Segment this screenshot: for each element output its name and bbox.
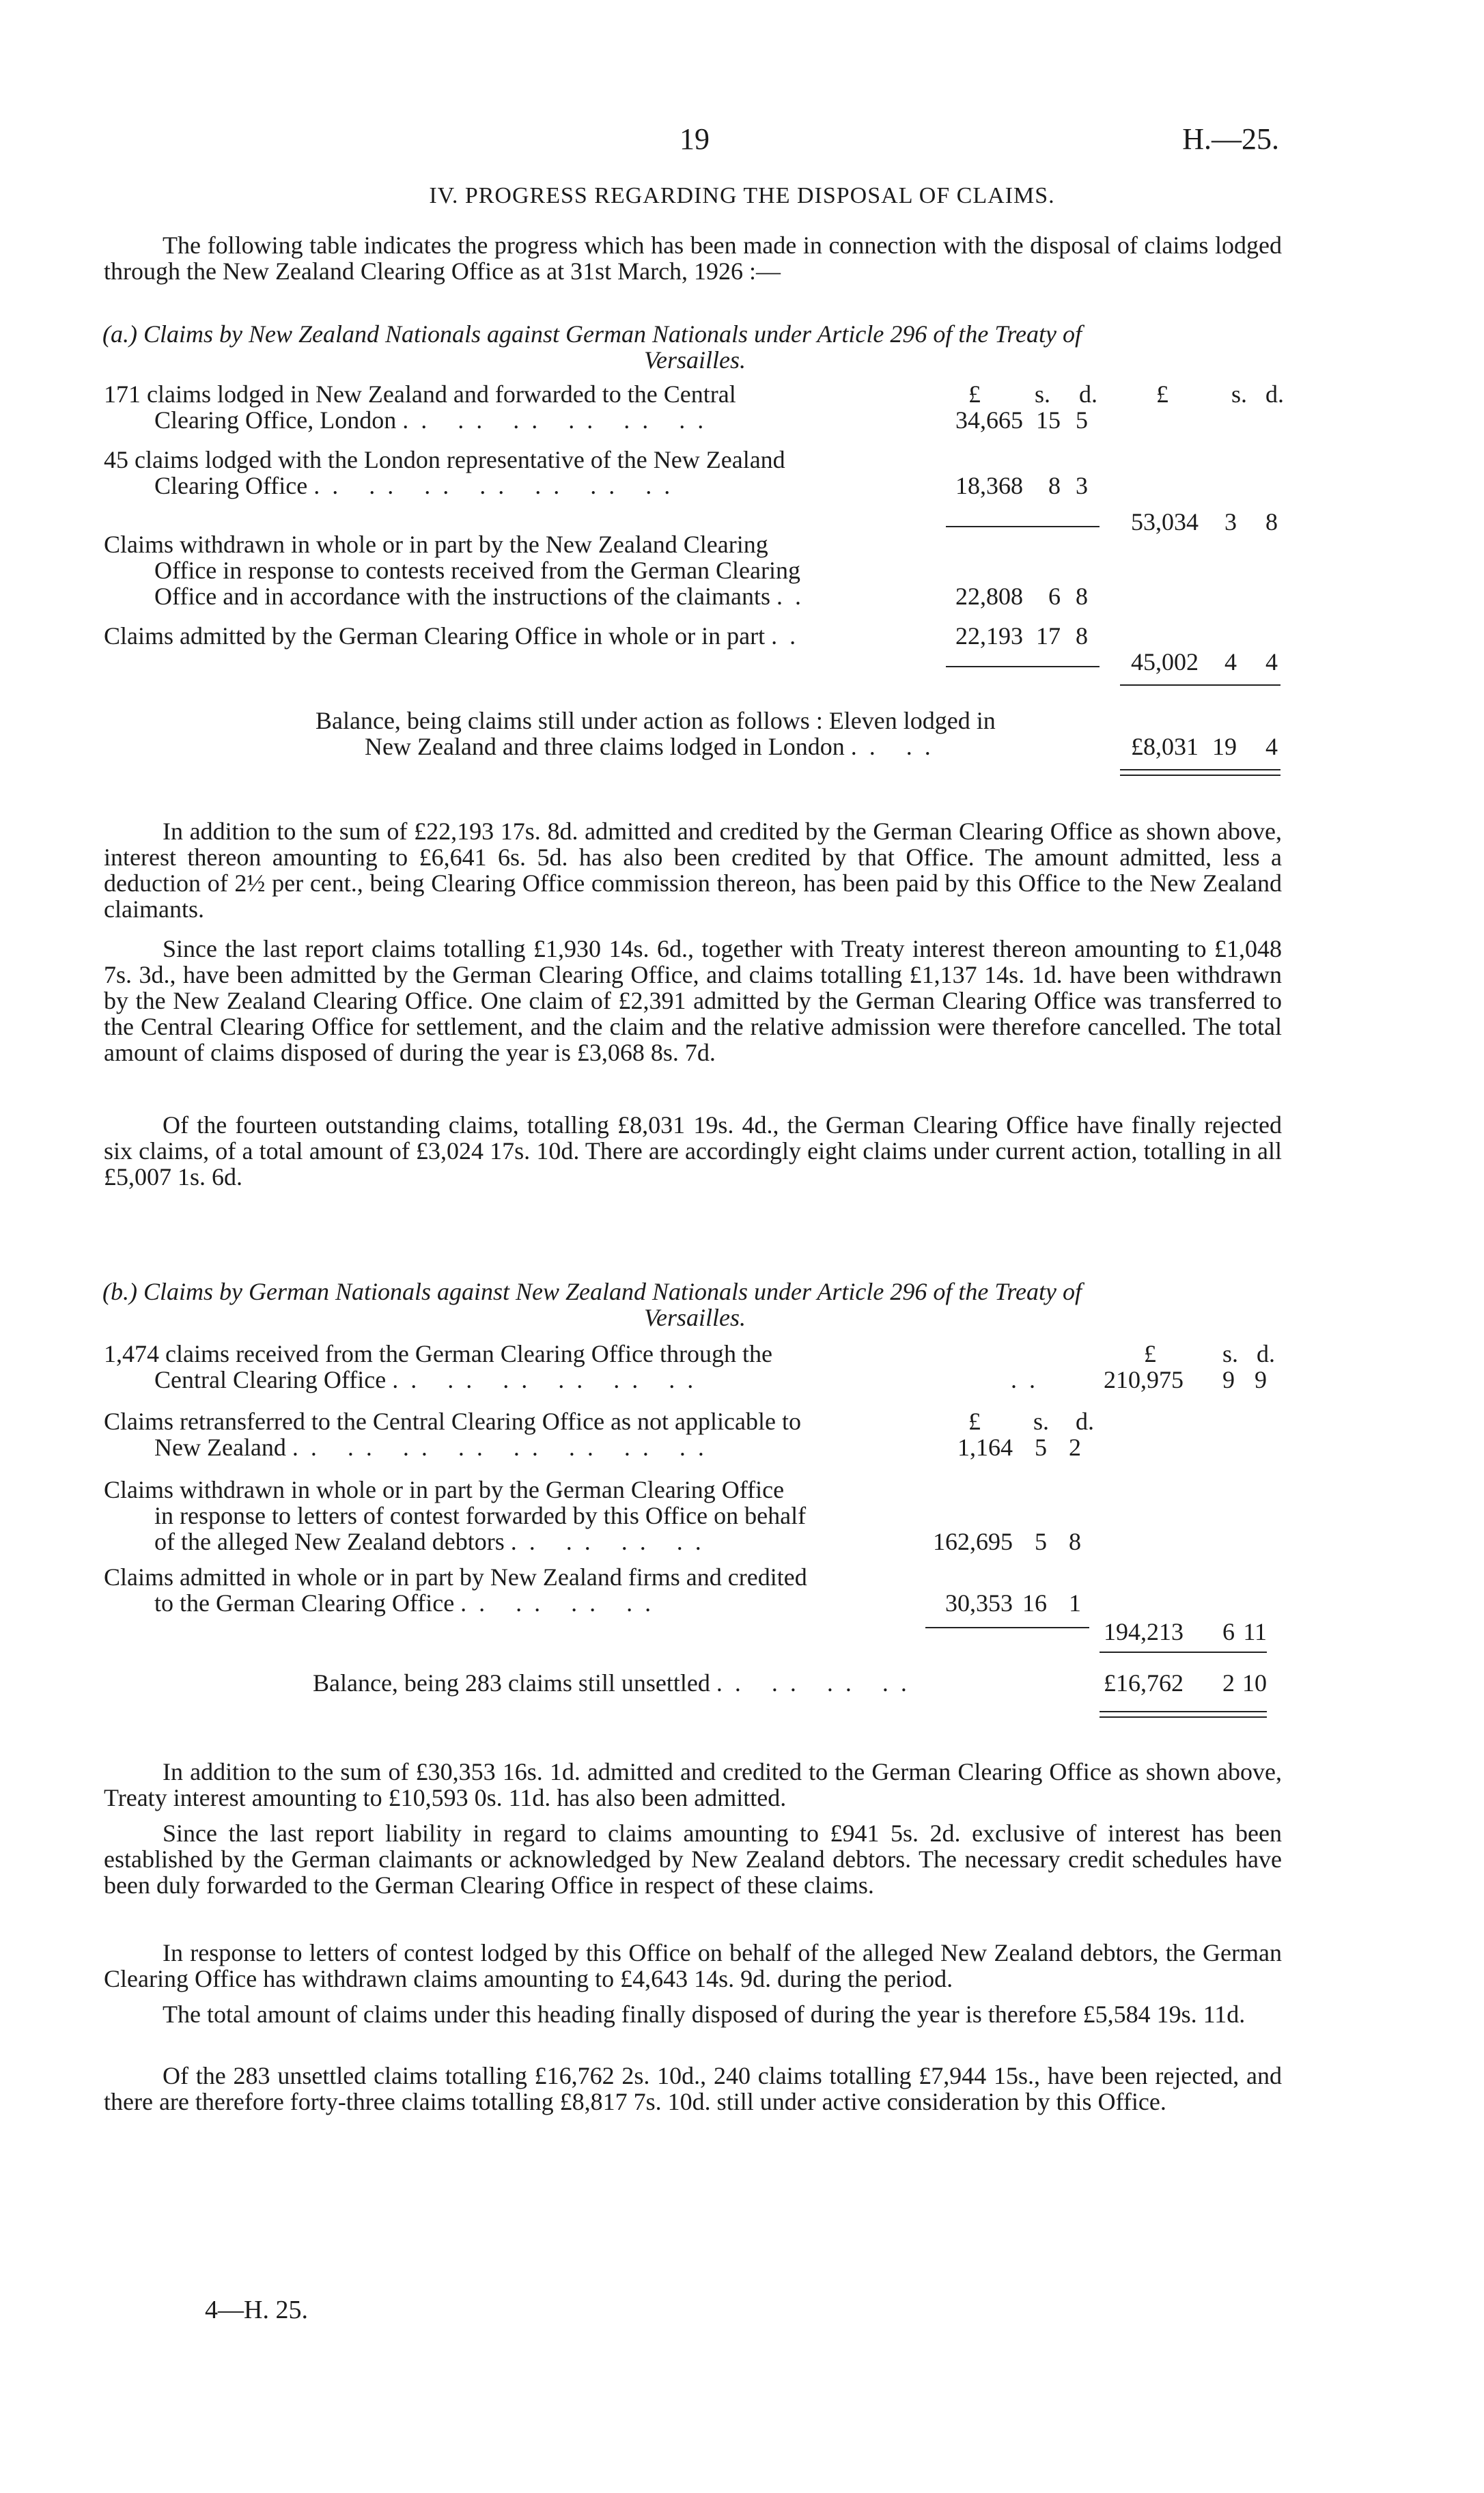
table-b-row: Claims withdrawn in whole or in part by the German Clearing Office in response to letters of contest forwarded by this Office on behalf of the alleged New Zealand debtors .. .. .. .. bbox=[104, 1476, 807, 1555]
body-paragraph: The total amount of claims under this heading finally disposed of during the year is therefore £5,584 19s. 11d. bbox=[163, 2001, 1246, 2028]
subtotal-pounds: 53,034 bbox=[1131, 508, 1199, 535]
amount-shillings: 6 bbox=[1048, 583, 1061, 610]
balance-pence: 4 bbox=[1265, 733, 1278, 760]
amount-pence: 8 bbox=[1076, 622, 1088, 650]
body-paragraph: Of the 283 unsettled claims totalling £16,762 2s. 10d., 240 claims totalling £7,944 15s., have been rejected, and there are therefore forty-three claims totalling £8,817 7s. 10d. still under active consideration by this Office. bbox=[104, 2062, 1282, 2115]
double-rule bbox=[1120, 769, 1280, 776]
rule-line bbox=[1120, 684, 1280, 686]
amount-pence: 9 bbox=[1255, 1366, 1267, 1393]
amount-pounds: 22,193 bbox=[955, 622, 1023, 650]
table-a-heading: (a.) Claims by New Zealand Nationals against German Nationals under Article 296 of the Treaty of Versailles. bbox=[102, 320, 1082, 374]
amount-pounds: 30,353 bbox=[945, 1589, 1013, 1617]
col-header-shillings: s. bbox=[1222, 1340, 1239, 1367]
col-header-pence: d. bbox=[1257, 1340, 1275, 1367]
col-header-pound: £ bbox=[1144, 1340, 1156, 1367]
table-a-row: Claims withdrawn in whole or in part by the New Zealand Clearing Office in response to contests received from the German Clearing Office and in accordance with the instructions of the claimants .. bbox=[104, 531, 814, 610]
col-header-shillings: s. bbox=[1231, 380, 1248, 408]
subtotal-shillings: 4 bbox=[1224, 648, 1237, 676]
amount-shillings: 16 bbox=[1022, 1589, 1047, 1617]
col-header-pence: d. bbox=[1076, 1408, 1094, 1435]
amount-shillings: 17 bbox=[1036, 622, 1061, 650]
subtotal-pence: 11 bbox=[1243, 1618, 1267, 1645]
subtotal-pence: 4 bbox=[1265, 648, 1278, 676]
rule-line bbox=[925, 1627, 1089, 1628]
amount-pence: 5 bbox=[1076, 406, 1088, 434]
table-a-row: Claims admitted by the German Clearing Office in whole or in part .. bbox=[104, 622, 809, 650]
balance-pence: 10 bbox=[1242, 1669, 1267, 1697]
col-header-pence: d. bbox=[1265, 380, 1284, 408]
col-header-pence: d. bbox=[1079, 380, 1097, 408]
rule-line bbox=[946, 666, 1100, 667]
table-a-row: 45 claims lodged with the London representative of the New Zealand Clearing Office .. .. .. .. .. .. .. bbox=[104, 446, 785, 499]
col-header-pound: £ bbox=[968, 1408, 981, 1435]
col-header-pound: £ bbox=[1156, 380, 1168, 408]
subtotal-shillings: 3 bbox=[1224, 508, 1237, 535]
amount-shillings: 9 bbox=[1222, 1366, 1235, 1393]
section-title: IV. PROGRESS REGARDING THE DISPOSAL OF CLAIMS. bbox=[429, 183, 1055, 208]
body-paragraph: In addition to the sum of £30,353 16s. 1d. admitted and credited to the German Clearing Office as shown above, Treaty interest amounting to £10,593 0s. 11d. has also been admitted. bbox=[104, 1758, 1282, 1811]
document-reference: H.—25. bbox=[1182, 122, 1279, 156]
subtotal-shillings: 6 bbox=[1222, 1618, 1235, 1645]
body-paragraph: Since the last report claims totalling £1,930 14s. 6d., together with Treaty interest thereon amounting to £1,048 7s. 3d., have been admitted by the German Clearing Office, and claims totalling £1,137 14s. 1d. have been withdrawn by the New Zealand Clearing Office. One claim of £2,391 admitted by the German Clearing Office was transferred to the Central Clearing Office for settlement, and the claim and the relative admission were therefore cancelled. The total amount of claims disposed of during the year is £3,068 8s. 7d. bbox=[104, 935, 1282, 1066]
amount-pence: 2 bbox=[1069, 1434, 1081, 1461]
col-header-shillings: s. bbox=[1035, 380, 1051, 408]
balance-pounds: £8,031 bbox=[1131, 733, 1199, 760]
rule-line bbox=[1100, 1652, 1267, 1653]
amount-pence: 1 bbox=[1069, 1589, 1081, 1617]
body-paragraph: Of the fourteen outstanding claims, totalling £8,031 19s. 4d., the German Clearing Office have finally rejected six claims, of a total amount of £3,024 17s. 10d. There are accordingly eight claims under current action, totalling in all £5,007 1s. 6d. bbox=[104, 1111, 1282, 1190]
balance-line: Balance, being 283 claims still unsettled .. .. .. .. bbox=[313, 1669, 919, 1697]
balance-pounds: £16,762 bbox=[1104, 1669, 1184, 1697]
amount-pence: 3 bbox=[1076, 472, 1088, 499]
table-b-heading: (b.) Claims by German Nationals against New Zealand Nationals under Article 296 of the Treaty of Versailles. bbox=[102, 1278, 1082, 1331]
amount-pounds: 22,808 bbox=[955, 583, 1023, 610]
body-paragraph: Since the last report liability in regard to claims amounting to £941 5s. 2d. exclusive of interest has been established by the German claimants or acknowledged by New Zealand debtors. The necessary credit schedules have been duly forwarded to the German Clearing Office in respect of these claims. bbox=[104, 1820, 1282, 1899]
amount-pence: 8 bbox=[1076, 583, 1088, 610]
amount-pounds: 18,368 bbox=[955, 472, 1023, 499]
body-paragraph: In response to letters of contest lodged by this Office on behalf of the alleged New Zealand debtors, the German Clearing Office has withdrawn claims amounting to £4,643 14s. 9d. during the period. bbox=[104, 1939, 1282, 1992]
amount-shillings: 15 bbox=[1036, 406, 1061, 434]
table-b-row: Claims admitted in whole or in part by New Zealand firms and credited to the German Clearing Office .. .. .. .. bbox=[104, 1563, 807, 1617]
amount-shillings: 5 bbox=[1035, 1434, 1047, 1461]
amount-pence: 8 bbox=[1069, 1528, 1081, 1555]
amount-pounds: 162,695 bbox=[933, 1528, 1013, 1555]
amount-pounds: 210,975 bbox=[1104, 1366, 1184, 1393]
page-number: 19 bbox=[680, 122, 710, 156]
amount-shillings: 5 bbox=[1035, 1528, 1047, 1555]
subtotal-pounds: 194,213 bbox=[1104, 1618, 1184, 1645]
balance-shillings: 2 bbox=[1222, 1669, 1235, 1697]
table-b-row: Claims retransferred to the Central Clearing Office as not applicable to New Zealand .. .. .. .. .. .. .. .. bbox=[104, 1408, 801, 1461]
amount-pounds: 34,665 bbox=[955, 406, 1023, 434]
table-b-row: 1,474 claims received from the German Clearing Office through the Central Clearing Office .. .. .. .. .. .. bbox=[104, 1340, 772, 1393]
body-paragraph: In addition to the sum of £22,193 17s. 8d. admitted and credited by the German Clearing Office as shown above, interest thereon amounting to £6,641 6s. 5d. has also been credited by that Office. The amount admitted, less a deduction of 2½ per cent., being Clearing Office commission thereon, has been paid by this Office to the New Zealand claimants. bbox=[104, 818, 1282, 923]
rule-line bbox=[946, 526, 1100, 527]
subtotal-pounds: 45,002 bbox=[1131, 648, 1199, 676]
intro-paragraph: The following table indicates the progress which has been made in connection with the disposal of claims lodged through the New Zealand Clearing Office as at 31st March, 1926 :— bbox=[104, 232, 1282, 285]
double-rule bbox=[1100, 1711, 1267, 1718]
balance-shillings: 19 bbox=[1212, 733, 1237, 760]
amount-pounds: 1,164 bbox=[957, 1434, 1013, 1461]
footer-reference: 4—H. 25. bbox=[205, 2296, 308, 2324]
amount-shillings: 8 bbox=[1048, 472, 1061, 499]
table-a-row: 171 claims lodged in New Zealand and forwarded to the Central Clearing Office, London .. .. .. .. .. .. bbox=[104, 380, 736, 434]
col-header-shillings: s. bbox=[1033, 1408, 1050, 1435]
balance-line: Balance, being claims still under action as follows : Eleven lodged in bbox=[316, 707, 996, 734]
leader-dots: .. bbox=[1011, 1366, 1048, 1393]
balance-line: New Zealand and three claims lodged in London .. .. bbox=[365, 733, 943, 760]
subtotal-pence: 8 bbox=[1265, 508, 1278, 535]
col-header-pound: £ bbox=[968, 380, 981, 408]
